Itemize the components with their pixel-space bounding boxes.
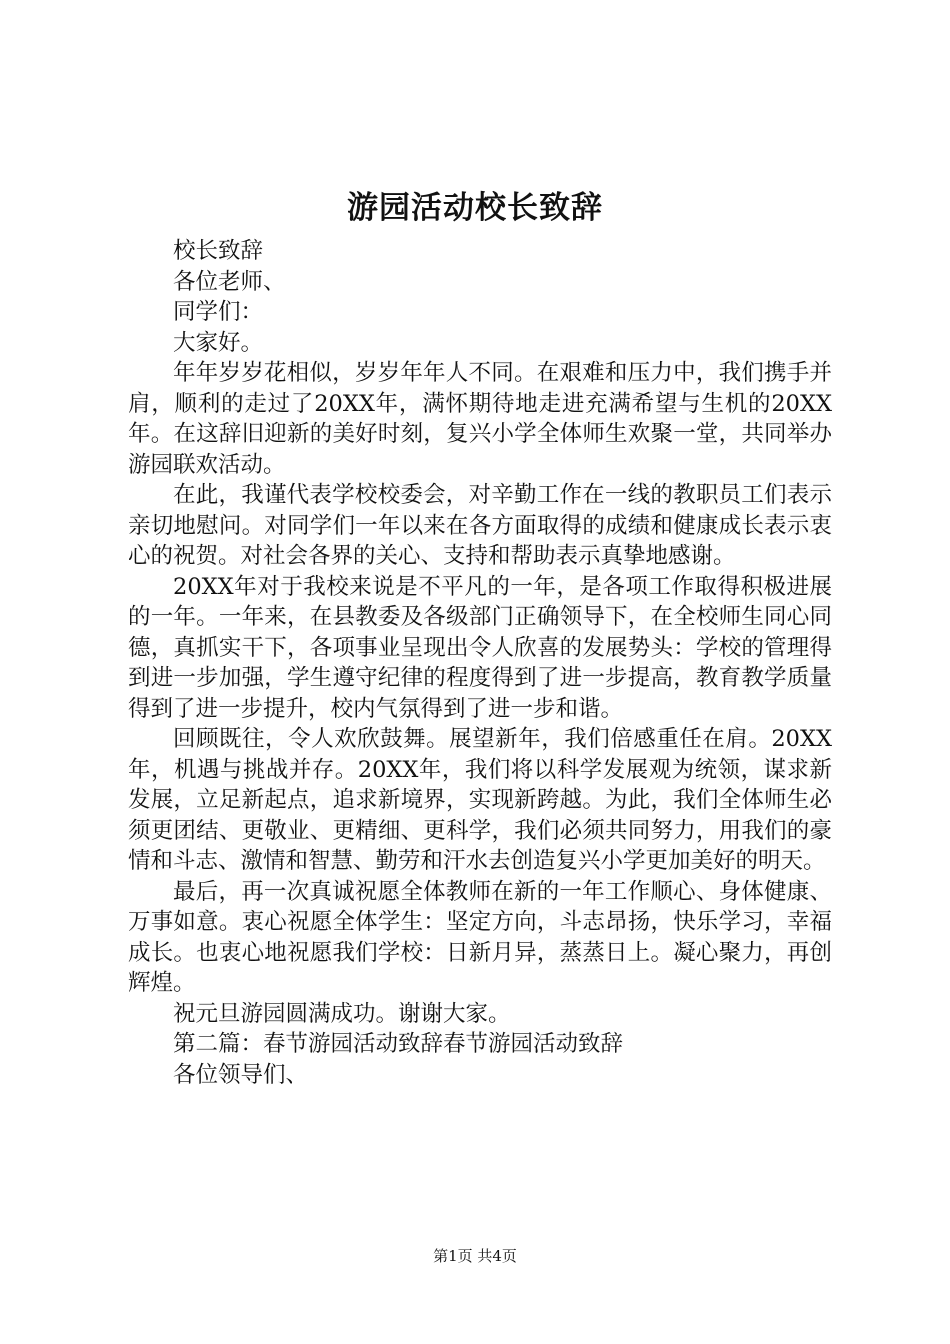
paragraph: 各位老师、 xyxy=(173,268,286,295)
paragraph: 最后，再一次真诚祝愿全体教师在新的一年工作顺心、身体健康、万事如意。衷心祝愿全体学生：坚定方向，斗志昂扬，快乐学习，幸福成长。也衷心地祝愿我们学校：日新月异，蒸蒸日上。凝心聚力，再创辉煌。 xyxy=(128,878,832,996)
paragraph: 各位领导们、 xyxy=(173,1061,309,1088)
document-body xyxy=(128,236,832,1090)
paragraph: 大家好。 xyxy=(173,329,264,356)
paragraph: 祝元旦游园圆满成功。谢谢大家。 xyxy=(173,1000,511,1027)
paragraph: 在此，我谨代表学校校委会，对辛勤工作在一线的教职员工们表示亲切地慰问。对同学们一年以来在各方面取得的成绩和健康成长表示衷心的祝贺。对社会各界的关心、支持和帮助表示真挚地感谢。 xyxy=(128,482,832,569)
paragraph: 回顾既往，令人欢欣鼓舞。展望新年，我们倍感重任在肩。20XX年，机遇与挑战并存。20XX年，我们将以科学发展观为统领，谋求新发展，立足新起点，追求新境界，实现新跨越。为此，我们全体师生必须更团结、更敬业、更精细、更科学，我们必须共同努力，用我们的豪情和斗志、激情和智慧、勤劳和汗水去创造复兴小学更加美好的明天。 xyxy=(128,726,832,874)
paragraph: 同学们： xyxy=(173,299,264,325)
paragraph: 20XX年对于我校来说是不平凡的一年，是各项工作取得积极进展的一年。一年来，在县教委及各级部门正确领导下，在全校师生同心同德，真抓实干下，各项事业呈现出令人欣喜的发展势头：学校的管理得到进一步加强，学生遵守纪律的程度得到了进一步提高，教育教学质量得到了进一步提升，校内气氛得到了进一步和谐。 xyxy=(128,573,832,722)
paragraph: 第二篇：春节游园活动致辞春节游园活动致辞 xyxy=(173,1031,624,1057)
paragraph: 年年岁岁花相似，岁岁年年人不同。在艰难和压力中，我们携手并肩，顺利的走过了20XX年，满怀期待地走进充满希望与生机的20XX年。在这辞旧迎新的美好时刻，复兴小学全体师生欢聚一堂，共同举办游园联欢活动。 xyxy=(128,360,832,478)
document-title: 游园活动校长致辞 xyxy=(347,190,603,226)
paragraph: 校长致辞 xyxy=(173,238,264,264)
page-number-footer: 第1页 共4页 xyxy=(433,1247,517,1265)
